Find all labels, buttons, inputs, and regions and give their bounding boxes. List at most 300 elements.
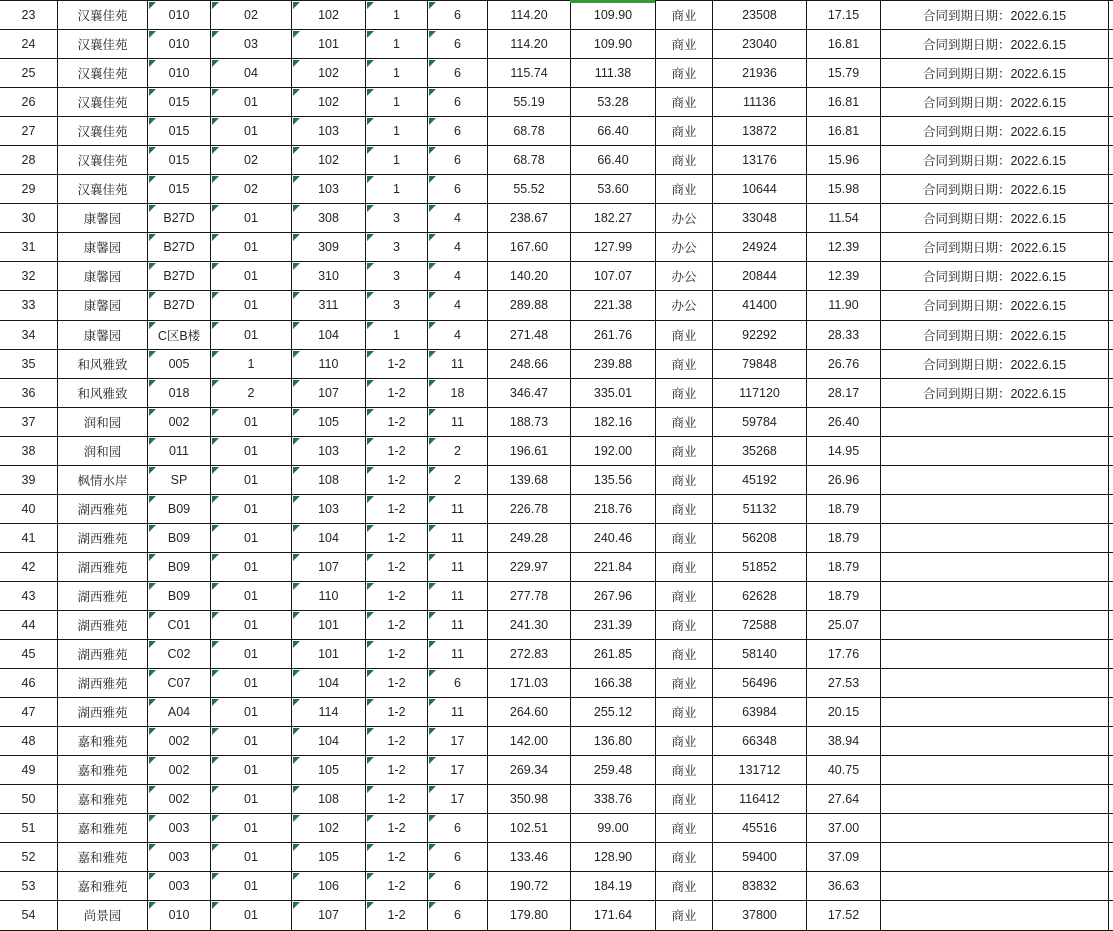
cell-row-number[interactable]: 34 [0,320,58,349]
cell-row-number[interactable]: 31 [0,233,58,262]
cell-area-2[interactable]: 338.76 [571,785,656,814]
cell-gutter[interactable] [1109,901,1113,930]
cell-total-floors[interactable]: 4 [428,291,488,320]
cell-room-no[interactable]: 105 [292,407,366,436]
cell-unit-price[interactable]: 14.95 [807,436,881,465]
cell-unit-no[interactable]: 04 [211,59,292,88]
cell-area-1[interactable]: 114.20 [488,30,571,59]
cell-total-floors[interactable]: 6 [428,175,488,204]
cell-usage-type[interactable]: 商业 [656,785,713,814]
cell-unit-no[interactable]: 01 [211,552,292,581]
cell-room-no[interactable]: 104 [292,669,366,698]
cell-community-name[interactable]: 汉襄佳苑 [58,1,148,30]
cell-area-2[interactable]: 111.38 [571,59,656,88]
cell-remark[interactable] [881,640,1109,669]
cell-row-number[interactable]: 41 [0,523,58,552]
cell-total-floors[interactable]: 11 [428,640,488,669]
cell-area-1[interactable]: 238.67 [488,204,571,233]
cell-unit-price[interactable]: 16.81 [807,117,881,146]
cell-area-1[interactable]: 229.97 [488,552,571,581]
cell-annual-rent[interactable]: 51132 [713,494,807,523]
cell-community-name[interactable]: 汉襄佳苑 [58,146,148,175]
cell-row-number[interactable]: 29 [0,175,58,204]
cell-gutter[interactable] [1109,756,1113,785]
cell-unit-no[interactable]: 01 [211,814,292,843]
cell-floor[interactable]: 1-2 [366,756,428,785]
cell-unit-price[interactable]: 38.94 [807,727,881,756]
cell-floor[interactable]: 1 [366,175,428,204]
cell-usage-type[interactable]: 商业 [656,146,713,175]
cell-unit-no[interactable]: 01 [211,872,292,901]
cell-community-name[interactable]: 康馨园 [58,291,148,320]
cell-gutter[interactable] [1109,669,1113,698]
cell-remark[interactable]: 合同到期日期：2022.6.15 [881,233,1109,262]
cell-area-1[interactable]: 269.34 [488,756,571,785]
cell-unit-no[interactable]: 02 [211,1,292,30]
cell-unit-no[interactable]: 01 [211,581,292,610]
cell-row-number[interactable]: 47 [0,698,58,727]
cell-area-1[interactable]: 55.52 [488,175,571,204]
cell-building-no[interactable]: 010 [148,30,211,59]
cell-building-no[interactable]: C01 [148,610,211,639]
cell-total-floors[interactable]: 6 [428,901,488,930]
cell-gutter[interactable] [1109,1,1113,30]
cell-row-number[interactable]: 54 [0,901,58,930]
cell-area-2[interactable]: 109.90 [571,30,656,59]
cell-room-no[interactable]: 309 [292,233,366,262]
cell-area-1[interactable]: 249.28 [488,523,571,552]
cell-floor[interactable]: 1-2 [366,378,428,407]
cell-room-no[interactable]: 102 [292,59,366,88]
cell-area-2[interactable]: 182.27 [571,204,656,233]
cell-community-name[interactable]: 枫情水岸 [58,465,148,494]
cell-annual-rent[interactable]: 41400 [713,291,807,320]
cell-remark[interactable] [881,727,1109,756]
cell-building-no[interactable]: B09 [148,552,211,581]
cell-total-floors[interactable]: 11 [428,407,488,436]
cell-row-number[interactable]: 25 [0,59,58,88]
cell-unit-no[interactable]: 01 [211,494,292,523]
cell-area-1[interactable]: 272.83 [488,640,571,669]
cell-gutter[interactable] [1109,814,1113,843]
cell-unit-no[interactable]: 01 [211,233,292,262]
cell-community-name[interactable]: 和风雅致 [58,349,148,378]
cell-total-floors[interactable]: 6 [428,1,488,30]
cell-unit-price[interactable]: 12.39 [807,262,881,291]
cell-annual-rent[interactable]: 116412 [713,785,807,814]
cell-area-1[interactable]: 179.80 [488,901,571,930]
cell-annual-rent[interactable]: 59400 [713,843,807,872]
cell-annual-rent[interactable]: 56208 [713,523,807,552]
cell-room-no[interactable]: 104 [292,523,366,552]
cell-community-name[interactable]: 润和园 [58,407,148,436]
cell-remark[interactable]: 合同到期日期：2022.6.15 [881,291,1109,320]
cell-unit-no[interactable]: 03 [211,30,292,59]
cell-room-no[interactable]: 104 [292,320,366,349]
cell-total-floors[interactable]: 11 [428,349,488,378]
cell-gutter[interactable] [1109,523,1113,552]
cell-unit-price[interactable]: 40.75 [807,756,881,785]
cell-usage-type[interactable]: 商业 [656,349,713,378]
cell-gutter[interactable] [1109,349,1113,378]
cell-community-name[interactable]: 嘉和雅苑 [58,843,148,872]
cell-room-no[interactable]: 107 [292,901,366,930]
cell-unit-no[interactable]: 2 [211,378,292,407]
cell-usage-type[interactable]: 商业 [656,640,713,669]
cell-room-no[interactable]: 102 [292,1,366,30]
cell-floor[interactable]: 1-2 [366,523,428,552]
cell-area-2[interactable]: 128.90 [571,843,656,872]
cell-total-floors[interactable]: 11 [428,523,488,552]
cell-usage-type[interactable]: 商业 [656,1,713,30]
cell-building-no[interactable]: B27D [148,233,211,262]
cell-row-number[interactable]: 48 [0,727,58,756]
cell-unit-price[interactable]: 20.15 [807,698,881,727]
cell-total-floors[interactable]: 6 [428,117,488,146]
cell-annual-rent[interactable]: 51852 [713,552,807,581]
cell-usage-type[interactable]: 商业 [656,436,713,465]
cell-area-2[interactable]: 109.90 [571,1,656,30]
cell-remark[interactable] [881,436,1109,465]
cell-gutter[interactable] [1109,291,1113,320]
cell-row-number[interactable]: 24 [0,30,58,59]
cell-area-2[interactable]: 261.76 [571,320,656,349]
cell-annual-rent[interactable]: 45192 [713,465,807,494]
cell-unit-price[interactable]: 18.79 [807,494,881,523]
cell-remark[interactable]: 合同到期日期：2022.6.15 [881,59,1109,88]
cell-floor[interactable]: 1 [366,88,428,117]
cell-community-name[interactable]: 康馨园 [58,233,148,262]
cell-annual-rent[interactable]: 24924 [713,233,807,262]
cell-row-number[interactable]: 28 [0,146,58,175]
cell-usage-type[interactable]: 商业 [656,610,713,639]
cell-community-name[interactable]: 和风雅致 [58,378,148,407]
cell-community-name[interactable]: 湖西雅苑 [58,610,148,639]
cell-remark[interactable]: 合同到期日期：2022.6.15 [881,175,1109,204]
cell-area-1[interactable]: 167.60 [488,233,571,262]
cell-floor[interactable]: 1 [366,30,428,59]
cell-total-floors[interactable]: 6 [428,843,488,872]
cell-building-no[interactable]: 015 [148,117,211,146]
cell-floor[interactable]: 1 [366,320,428,349]
cell-remark[interactable] [881,523,1109,552]
cell-unit-price[interactable]: 37.09 [807,843,881,872]
cell-remark[interactable]: 合同到期日期：2022.6.15 [881,320,1109,349]
cell-unit-price[interactable]: 26.76 [807,349,881,378]
cell-remark[interactable]: 合同到期日期：2022.6.15 [881,1,1109,30]
cell-usage-type[interactable]: 办公 [656,262,713,291]
cell-usage-type[interactable]: 商业 [656,175,713,204]
cell-area-1[interactable]: 55.19 [488,88,571,117]
cell-gutter[interactable] [1109,698,1113,727]
cell-building-no[interactable]: 018 [148,378,211,407]
cell-row-number[interactable]: 39 [0,465,58,494]
cell-building-no[interactable]: B09 [148,523,211,552]
cell-area-2[interactable]: 171.64 [571,901,656,930]
cell-remark[interactable]: 合同到期日期：2022.6.15 [881,146,1109,175]
cell-floor[interactable]: 3 [366,233,428,262]
cell-area-1[interactable]: 190.72 [488,872,571,901]
cell-area-1[interactable]: 350.98 [488,785,571,814]
cell-annual-rent[interactable]: 13872 [713,117,807,146]
cell-area-1[interactable]: 68.78 [488,146,571,175]
cell-unit-no[interactable]: 01 [211,291,292,320]
cell-annual-rent[interactable]: 56496 [713,669,807,698]
cell-area-2[interactable]: 184.19 [571,872,656,901]
cell-floor[interactable]: 1-2 [366,727,428,756]
cell-unit-price[interactable]: 37.00 [807,814,881,843]
cell-total-floors[interactable]: 17 [428,756,488,785]
cell-unit-no[interactable]: 01 [211,436,292,465]
cell-floor[interactable]: 1-2 [366,872,428,901]
cell-area-2[interactable]: 135.56 [571,465,656,494]
cell-usage-type[interactable]: 商业 [656,30,713,59]
cell-total-floors[interactable]: 11 [428,581,488,610]
cell-unit-price[interactable]: 17.15 [807,1,881,30]
cell-area-2[interactable]: 255.12 [571,698,656,727]
cell-area-1[interactable]: 102.51 [488,814,571,843]
cell-gutter[interactable] [1109,640,1113,669]
cell-community-name[interactable]: 嘉和雅苑 [58,756,148,785]
cell-area-2[interactable]: 259.48 [571,756,656,785]
cell-row-number[interactable]: 33 [0,291,58,320]
cell-unit-no[interactable]: 01 [211,407,292,436]
cell-area-1[interactable]: 248.66 [488,349,571,378]
cell-area-2[interactable]: 267.96 [571,581,656,610]
cell-gutter[interactable] [1109,378,1113,407]
cell-area-1[interactable]: 241.30 [488,610,571,639]
cell-building-no[interactable]: 005 [148,349,211,378]
cell-unit-price[interactable]: 15.98 [807,175,881,204]
cell-community-name[interactable]: 尚景园 [58,901,148,930]
cell-annual-rent[interactable]: 11136 [713,88,807,117]
cell-community-name[interactable]: 汉襄佳苑 [58,30,148,59]
cell-row-number[interactable]: 27 [0,117,58,146]
cell-area-2[interactable]: 127.99 [571,233,656,262]
cell-room-no[interactable]: 114 [292,698,366,727]
cell-floor[interactable]: 1 [366,117,428,146]
cell-unit-price[interactable]: 36.63 [807,872,881,901]
cell-gutter[interactable] [1109,494,1113,523]
cell-area-2[interactable]: 218.76 [571,494,656,523]
cell-usage-type[interactable]: 商业 [656,698,713,727]
cell-usage-type[interactable]: 商业 [656,581,713,610]
cell-annual-rent[interactable]: 59784 [713,407,807,436]
cell-floor[interactable]: 3 [366,262,428,291]
cell-row-number[interactable]: 42 [0,552,58,581]
cell-community-name[interactable]: 嘉和雅苑 [58,727,148,756]
cell-remark[interactable]: 合同到期日期：2022.6.15 [881,30,1109,59]
cell-room-no[interactable]: 310 [292,262,366,291]
cell-total-floors[interactable]: 6 [428,30,488,59]
cell-room-no[interactable]: 107 [292,378,366,407]
cell-unit-no[interactable]: 01 [211,88,292,117]
cell-floor[interactable]: 1 [366,1,428,30]
cell-building-no[interactable]: 002 [148,727,211,756]
cell-annual-rent[interactable]: 92292 [713,320,807,349]
cell-total-floors[interactable]: 4 [428,233,488,262]
cell-community-name[interactable]: 嘉和雅苑 [58,785,148,814]
cell-unit-price[interactable]: 12.39 [807,233,881,262]
cell-annual-rent[interactable]: 117120 [713,378,807,407]
cell-unit-no[interactable]: 1 [211,349,292,378]
cell-gutter[interactable] [1109,88,1113,117]
cell-floor[interactable]: 1-2 [366,610,428,639]
cell-row-number[interactable]: 49 [0,756,58,785]
cell-total-floors[interactable]: 11 [428,494,488,523]
cell-building-no[interactable]: 010 [148,59,211,88]
cell-row-number[interactable]: 37 [0,407,58,436]
cell-total-floors[interactable]: 4 [428,262,488,291]
cell-room-no[interactable]: 108 [292,465,366,494]
cell-building-no[interactable]: C07 [148,669,211,698]
cell-room-no[interactable]: 102 [292,814,366,843]
cell-row-number[interactable]: 52 [0,843,58,872]
cell-unit-price[interactable]: 16.81 [807,88,881,117]
cell-total-floors[interactable]: 6 [428,669,488,698]
cell-usage-type[interactable]: 商业 [656,756,713,785]
cell-unit-no[interactable]: 01 [211,640,292,669]
cell-area-1[interactable]: 140.20 [488,262,571,291]
cell-row-number[interactable]: 40 [0,494,58,523]
cell-unit-price[interactable]: 28.17 [807,378,881,407]
cell-floor[interactable]: 3 [366,204,428,233]
cell-annual-rent[interactable]: 66348 [713,727,807,756]
cell-annual-rent[interactable]: 58140 [713,640,807,669]
cell-row-number[interactable]: 45 [0,640,58,669]
cell-remark[interactable]: 合同到期日期：2022.6.15 [881,117,1109,146]
cell-floor[interactable]: 1-2 [366,698,428,727]
cell-unit-no[interactable]: 01 [211,523,292,552]
cell-floor[interactable]: 3 [366,291,428,320]
cell-area-1[interactable]: 264.60 [488,698,571,727]
cell-remark[interactable] [881,872,1109,901]
cell-remark[interactable] [881,465,1109,494]
cell-area-2[interactable]: 66.40 [571,117,656,146]
cell-unit-no[interactable]: 01 [211,204,292,233]
cell-usage-type[interactable]: 办公 [656,291,713,320]
cell-building-no[interactable]: 003 [148,872,211,901]
cell-unit-price[interactable]: 11.90 [807,291,881,320]
cell-gutter[interactable] [1109,204,1113,233]
cell-community-name[interactable]: 润和园 [58,436,148,465]
cell-usage-type[interactable]: 商业 [656,378,713,407]
cell-unit-price[interactable]: 18.79 [807,581,881,610]
cell-room-no[interactable]: 101 [292,30,366,59]
cell-usage-type[interactable]: 商业 [656,552,713,581]
cell-floor[interactable]: 1-2 [366,785,428,814]
cell-floor[interactable]: 1 [366,146,428,175]
cell-floor[interactable]: 1-2 [366,640,428,669]
cell-usage-type[interactable]: 商业 [656,523,713,552]
cell-floor[interactable]: 1-2 [366,552,428,581]
cell-community-name[interactable]: 湖西雅苑 [58,640,148,669]
cell-building-no[interactable]: C区B楼 [148,320,211,349]
cell-unit-price[interactable]: 27.64 [807,785,881,814]
cell-unit-price[interactable]: 11.54 [807,204,881,233]
cell-room-no[interactable]: 106 [292,872,366,901]
cell-community-name[interactable]: 湖西雅苑 [58,669,148,698]
cell-community-name[interactable]: 汉襄佳苑 [58,88,148,117]
cell-unit-price[interactable]: 18.79 [807,523,881,552]
cell-total-floors[interactable]: 2 [428,436,488,465]
cell-total-floors[interactable]: 2 [428,465,488,494]
cell-building-no[interactable]: 010 [148,1,211,30]
cell-area-1[interactable]: 114.20 [488,1,571,30]
cell-annual-rent[interactable]: 63984 [713,698,807,727]
cell-floor[interactable]: 1-2 [366,901,428,930]
cell-building-no[interactable]: 011 [148,436,211,465]
cell-annual-rent[interactable]: 10644 [713,175,807,204]
cell-area-2[interactable]: 99.00 [571,814,656,843]
cell-usage-type[interactable]: 商业 [656,465,713,494]
cell-floor[interactable]: 1-2 [366,669,428,698]
cell-remark[interactable] [881,756,1109,785]
cell-gutter[interactable] [1109,320,1113,349]
cell-unit-no[interactable]: 02 [211,146,292,175]
cell-unit-no[interactable]: 01 [211,785,292,814]
cell-usage-type[interactable]: 商业 [656,117,713,146]
cell-gutter[interactable] [1109,146,1113,175]
cell-area-1[interactable]: 277.78 [488,581,571,610]
cell-row-number[interactable]: 53 [0,872,58,901]
cell-room-no[interactable]: 110 [292,349,366,378]
cell-row-number[interactable]: 38 [0,436,58,465]
cell-usage-type[interactable]: 商业 [656,727,713,756]
cell-annual-rent[interactable]: 20844 [713,262,807,291]
cell-annual-rent[interactable]: 131712 [713,756,807,785]
cell-gutter[interactable] [1109,59,1113,88]
cell-row-number[interactable]: 26 [0,88,58,117]
cell-floor[interactable]: 1-2 [366,407,428,436]
cell-gutter[interactable] [1109,610,1113,639]
cell-remark[interactable] [881,843,1109,872]
cell-community-name[interactable]: 湖西雅苑 [58,698,148,727]
cell-community-name[interactable]: 湖西雅苑 [58,494,148,523]
cell-annual-rent[interactable]: 35268 [713,436,807,465]
cell-remark[interactable] [881,901,1109,930]
cell-area-1[interactable]: 289.88 [488,291,571,320]
cell-room-no[interactable]: 311 [292,291,366,320]
cell-unit-no[interactable]: 01 [211,756,292,785]
cell-community-name[interactable]: 湖西雅苑 [58,581,148,610]
cell-gutter[interactable] [1109,552,1113,581]
cell-gutter[interactable] [1109,785,1113,814]
cell-building-no[interactable]: 002 [148,407,211,436]
cell-community-name[interactable]: 汉襄佳苑 [58,175,148,204]
cell-annual-rent[interactable]: 23040 [713,30,807,59]
cell-unit-no[interactable]: 01 [211,465,292,494]
cell-annual-rent[interactable]: 13176 [713,146,807,175]
cell-total-floors[interactable]: 6 [428,814,488,843]
cell-room-no[interactable]: 101 [292,610,366,639]
cell-remark[interactable] [881,814,1109,843]
cell-unit-price[interactable]: 15.96 [807,146,881,175]
cell-gutter[interactable] [1109,233,1113,262]
cell-total-floors[interactable]: 11 [428,610,488,639]
cell-room-no[interactable]: 105 [292,843,366,872]
cell-annual-rent[interactable]: 37800 [713,901,807,930]
cell-area-1[interactable]: 346.47 [488,378,571,407]
cell-remark[interactable]: 合同到期日期：2022.6.15 [881,378,1109,407]
cell-building-no[interactable]: SP [148,465,211,494]
cell-area-2[interactable]: 53.28 [571,88,656,117]
cell-area-1[interactable]: 133.46 [488,843,571,872]
cell-row-number[interactable]: 51 [0,814,58,843]
cell-unit-price[interactable]: 25.07 [807,610,881,639]
cell-gutter[interactable] [1109,581,1113,610]
cell-annual-rent[interactable]: 72588 [713,610,807,639]
